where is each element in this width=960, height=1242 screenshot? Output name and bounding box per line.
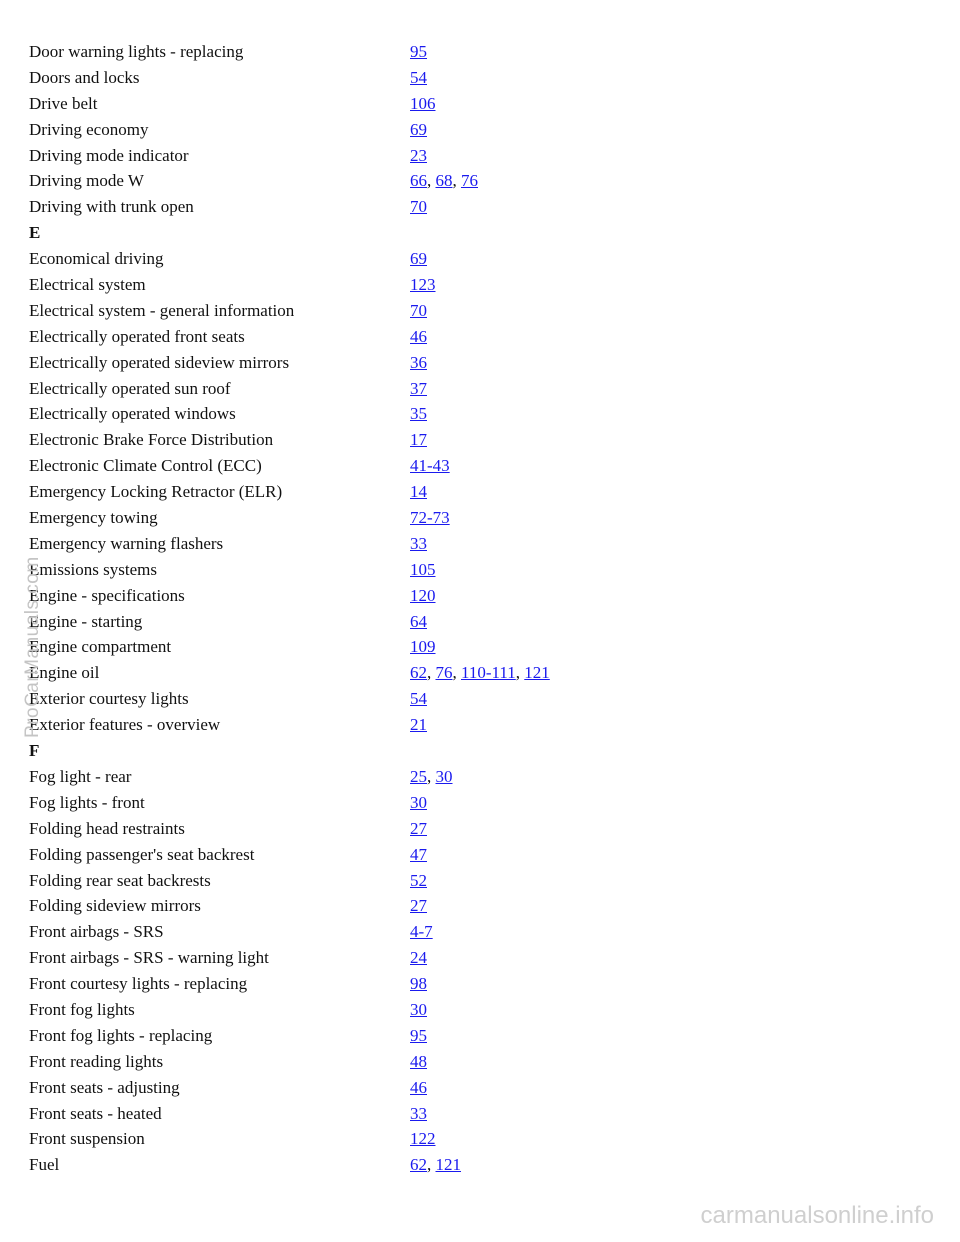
- index-letter-heading: [29, 220, 909, 246]
- index-term: Door warning lights - replacing: [29, 42, 244, 61]
- page-links: [410, 686, 427, 712]
- index-term: Folding sideview mirrors: [29, 896, 201, 916]
- page-links: [410, 168, 478, 194]
- index-row: [29, 479, 909, 505]
- index-row: [29, 609, 909, 635]
- page-links: [410, 453, 450, 479]
- page-separator: ,: [427, 1155, 436, 1175]
- index-term: Driving mode indicator: [29, 145, 189, 165]
- index-row: [29, 634, 909, 660]
- bottom-watermark: carmanualsonline.info: [700, 1202, 934, 1229]
- page-link[interactable]: 24: [410, 948, 427, 968]
- page-link[interactable]: 21: [410, 715, 427, 735]
- index-term: Front courtesy lights - replacing: [29, 974, 248, 994]
- page-links: [410, 816, 427, 842]
- index-term: Electrical system: [29, 275, 146, 295]
- page-links: [410, 660, 550, 686]
- index-row: [29, 272, 909, 298]
- letter-heading: E: [29, 223, 41, 243]
- index-row: [29, 91, 909, 117]
- page-link[interactable]: 37: [410, 378, 427, 398]
- page-links: [410, 712, 427, 738]
- page-link[interactable]: 121: [524, 663, 550, 683]
- page-link[interactable]: 25: [410, 766, 427, 786]
- page-link[interactable]: 69: [410, 119, 427, 139]
- index-term: Front fog lights - replacing: [29, 1025, 213, 1045]
- index-term: Exterior courtesy lights: [29, 689, 189, 709]
- page-link[interactable]: 69: [410, 249, 427, 269]
- index-row: [29, 531, 909, 557]
- index-row: [29, 1049, 909, 1075]
- page-link[interactable]: 35: [410, 404, 427, 424]
- page-links: [410, 272, 436, 298]
- page-link[interactable]: 62: [410, 663, 427, 683]
- page-links: [410, 764, 453, 790]
- index-term: Front airbags - SRS - warning light: [29, 948, 269, 968]
- page-link[interactable]: 70: [410, 197, 427, 217]
- page-link[interactable]: 76: [435, 663, 453, 683]
- page-link[interactable]: 33: [410, 1103, 427, 1123]
- letter-heading: F: [29, 741, 40, 761]
- index-row: [29, 842, 909, 868]
- page-links: [410, 842, 427, 868]
- index-term: Driving with trunk open: [29, 197, 194, 217]
- page-link[interactable]: 120: [410, 585, 436, 605]
- page-link[interactable]: 41-43: [410, 456, 450, 476]
- page-link[interactable]: 98: [410, 974, 427, 994]
- page-links: [410, 1101, 427, 1127]
- page-separator: ,: [452, 663, 461, 683]
- index-term: Economical driving: [29, 249, 164, 269]
- index-letter-heading: [29, 738, 909, 764]
- page-link[interactable]: 4-7: [410, 922, 433, 942]
- index-row: [29, 324, 909, 350]
- index-term: Fog lights - front: [29, 792, 145, 812]
- page-separator: ,: [427, 766, 436, 786]
- page-links: [410, 531, 427, 557]
- page-links: [410, 1049, 427, 1075]
- page-link[interactable]: 47: [410, 844, 427, 864]
- index-row: [29, 816, 909, 842]
- page-links: [410, 868, 427, 894]
- index-row: [29, 583, 909, 609]
- page-link[interactable]: 36: [410, 352, 427, 372]
- index-term: Emergency Locking Retractor (ELR): [29, 482, 283, 502]
- page-link[interactable]: 27: [410, 818, 427, 838]
- page-link[interactable]: 76: [461, 171, 478, 191]
- page-link[interactable]: 109: [410, 637, 436, 657]
- page-link[interactable]: 33: [410, 533, 427, 553]
- index-row: [29, 557, 909, 583]
- page-links: [410, 91, 436, 117]
- index-row: [29, 868, 909, 894]
- page-link[interactable]: 27: [410, 896, 427, 916]
- index-term: Folding rear seat backrests: [29, 870, 211, 890]
- page-link[interactable]: 68: [435, 171, 453, 191]
- index-term: Folding passenger's seat backrest: [29, 844, 255, 864]
- index-term: Electrically operated front seats: [29, 326, 245, 346]
- index-list: [29, 39, 909, 1178]
- index-term: Driving mode W: [29, 171, 144, 191]
- index-term: Electrically operated sun roof: [29, 378, 231, 398]
- page-link[interactable]: 95: [410, 42, 427, 61]
- index-row: [29, 505, 909, 531]
- index-row: [29, 790, 909, 816]
- page-link[interactable]: 30: [410, 999, 427, 1019]
- page-link[interactable]: 95: [410, 1025, 427, 1045]
- page-link[interactable]: 70: [410, 300, 427, 320]
- page-link[interactable]: 110-111: [461, 663, 516, 683]
- page-links: [410, 246, 427, 272]
- page-links: [410, 919, 433, 945]
- page-link[interactable]: 14: [410, 482, 427, 502]
- page-link[interactable]: 54: [410, 689, 427, 709]
- page-link[interactable]: 122: [410, 1129, 436, 1149]
- index-row: [29, 764, 909, 790]
- index-term: Front reading lights: [29, 1051, 164, 1071]
- index-row: [29, 194, 909, 220]
- index-row: [29, 1101, 909, 1127]
- index-row: [29, 427, 909, 453]
- index-term: Engine - starting: [29, 611, 143, 631]
- page-link[interactable]: 72-73: [410, 508, 450, 528]
- page-links: [410, 324, 427, 350]
- index-term: Engine oil: [29, 663, 100, 683]
- index-term: Electronic Brake Force Distribution: [29, 430, 274, 450]
- index-row: [29, 1126, 909, 1152]
- page-links: [410, 350, 427, 376]
- index-row: [29, 712, 909, 738]
- page-links: [410, 971, 427, 997]
- page-links: [410, 401, 427, 427]
- index-term: Fog light - rear: [29, 766, 132, 786]
- page-links: [410, 583, 436, 609]
- page-separator: ,: [515, 663, 525, 683]
- index-term: Front seats - heated: [29, 1103, 162, 1123]
- page-separator: ,: [452, 171, 461, 191]
- index-row: [29, 1075, 909, 1101]
- page-link[interactable]: 46: [410, 1077, 427, 1097]
- index-term: Electrically operated windows: [29, 404, 236, 424]
- page-links: [410, 143, 427, 169]
- index-term: Folding head restraints: [29, 818, 185, 838]
- index-row: [29, 660, 909, 686]
- index-term: Doors and locks: [29, 67, 140, 87]
- page-links: [410, 117, 427, 143]
- page-links: [410, 1023, 427, 1049]
- page-link[interactable]: 46: [410, 326, 427, 346]
- page-links: [410, 39, 427, 65]
- index-term: Exterior features - overview: [29, 715, 221, 735]
- page-links: [410, 1152, 461, 1178]
- page-links: [410, 298, 427, 324]
- page-links: [410, 893, 427, 919]
- index-term: Electronic Climate Control (ECC): [29, 456, 262, 476]
- page-links: [410, 376, 427, 402]
- page-links: [410, 1075, 427, 1101]
- index-row: [29, 1023, 909, 1049]
- page-separator: ,: [427, 663, 436, 683]
- page-links: [410, 427, 427, 453]
- index-term: Engine - specifications: [29, 585, 185, 605]
- page-links: [410, 65, 427, 91]
- page-link[interactable]: 106: [410, 93, 436, 113]
- page-link[interactable]: 30: [435, 766, 453, 786]
- page-links: [410, 634, 436, 660]
- page-links: [410, 945, 427, 971]
- index-row: [29, 350, 909, 376]
- page-links: [410, 997, 427, 1023]
- page-link[interactable]: 54: [410, 67, 427, 87]
- index-term: Driving economy: [29, 119, 149, 139]
- side-watermark: ProCarManuals.com: [22, 556, 43, 738]
- index-row: [29, 39, 909, 65]
- page-links: [410, 194, 427, 220]
- page-link[interactable]: 23: [410, 145, 427, 165]
- page-links: [410, 1126, 436, 1152]
- index-row: [29, 298, 909, 324]
- index-row: [29, 453, 909, 479]
- index-term: Emergency towing: [29, 508, 158, 528]
- index-row: [29, 893, 909, 919]
- page-links: [410, 505, 450, 531]
- index-row: [29, 686, 909, 712]
- index-row: [29, 401, 909, 427]
- page-link[interactable]: 121: [435, 1155, 461, 1175]
- page-link[interactable]: 123: [410, 275, 436, 295]
- page-links: [410, 790, 427, 816]
- index-term: Drive belt: [29, 93, 98, 113]
- index-term: Electrically operated sideview mirrors: [29, 352, 290, 372]
- page-link[interactable]: 52: [410, 870, 427, 890]
- index-row: [29, 971, 909, 997]
- index-term: Front airbags - SRS: [29, 922, 164, 942]
- index-row: [29, 65, 909, 91]
- index-row: [29, 246, 909, 272]
- index-row: [29, 945, 909, 971]
- page-links: [410, 609, 427, 635]
- index-row: [29, 117, 909, 143]
- index-term: Emergency warning flashers: [29, 533, 224, 553]
- index-row: [29, 168, 909, 194]
- index-row: [29, 997, 909, 1023]
- page-separator: ,: [427, 171, 436, 191]
- index-row: [29, 376, 909, 402]
- page-link[interactable]: 62: [410, 1155, 427, 1175]
- page-link[interactable]: 17: [410, 430, 427, 450]
- page-link[interactable]: 30: [410, 792, 427, 812]
- index-term: Electrical system - general information: [29, 300, 295, 320]
- index-term: Front suspension: [29, 1129, 145, 1149]
- index-row: [29, 143, 909, 169]
- page-links: [410, 479, 427, 505]
- index-row: [29, 1152, 909, 1178]
- page-link[interactable]: 105: [410, 559, 436, 579]
- index-term: Front seats - adjusting: [29, 1077, 180, 1097]
- index-term: Emissions systems: [29, 559, 157, 579]
- page-link[interactable]: 66: [410, 171, 427, 191]
- index-term: Engine compartment: [29, 637, 172, 657]
- page-link[interactable]: 64: [410, 611, 427, 631]
- index-row: [29, 919, 909, 945]
- page-link[interactable]: 48: [410, 1051, 427, 1071]
- index-term: Fuel: [29, 1155, 60, 1175]
- page-links: [410, 557, 436, 583]
- index-term: Front fog lights: [29, 999, 135, 1019]
